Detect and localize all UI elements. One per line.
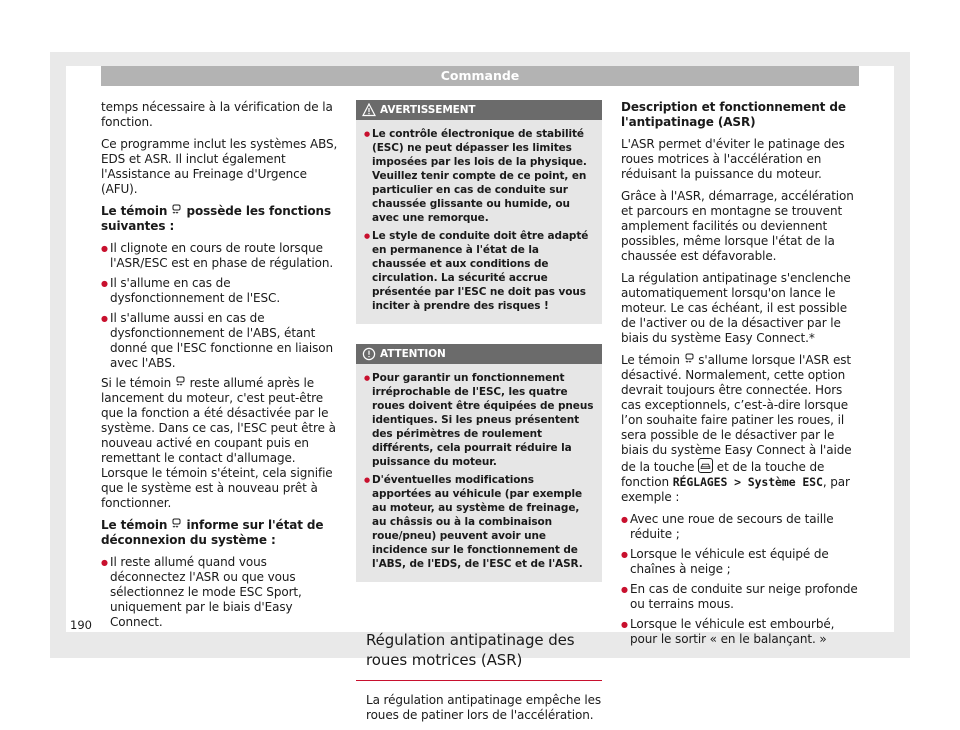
paragraph-post: reste allumé après le lancement du moteur, c'est peut-être que la fonction a été désactivée par le système. Dans ce cas, l'ESC peut être à nouveau activé en coupant puis en remettant le contact d'allumage. Lorsque le témoin s'éteint, cela signifie que le système est à nouveau prêt à fonctionner. bbox=[101, 376, 336, 510]
column-left bbox=[101, 100, 339, 635]
lead-text-pre: Le témoin bbox=[101, 204, 168, 218]
warning-box-body bbox=[356, 120, 602, 324]
bullet-item: ● Il s'allume en cas de dysfonctionnement de l'ESC. bbox=[101, 276, 339, 306]
page-header: Commande bbox=[101, 66, 859, 86]
lead-text-pre: Le témoin bbox=[101, 518, 168, 532]
lead-text bbox=[101, 204, 339, 234]
esc-warning-lamp-icon bbox=[175, 376, 186, 388]
lead-text-post: possède les fonctions suivantes : bbox=[101, 204, 332, 233]
esc-warning-lamp-icon bbox=[171, 204, 182, 216]
paragraph: Ce programme inclut les systèmes ABS, EDS et ASR. Il inclut également l'Assistance au Freinage d'Urgence (AFU). bbox=[101, 137, 338, 196]
page-number: 190 bbox=[70, 618, 92, 632]
bullet-item: ● Le contrôle électronique de stabilité (ESC) ne peut dépasser les limites imposées par les lois de la physique. Veuillez tenir compte de ce point, en particulier en cas de conduite sur chaussée glissante ou humide, ou avec une remorque. bbox=[364, 127, 594, 225]
warning-box-header bbox=[356, 100, 602, 120]
bullet-item: ● Il clignote en cours de route lorsque l'ASR/ESC est en phase de régulation. bbox=[101, 241, 339, 271]
menu-path: RÉGLAGES > Système ESC bbox=[672, 475, 823, 489]
paragraph: temps nécessaire à la vérification de la fonction. bbox=[101, 100, 333, 129]
section-intro: La régulation antipatinage empêche les roues de patiner lors de l'accélération. bbox=[366, 693, 602, 722]
warning-triangle-icon bbox=[362, 103, 376, 117]
section-title: Régulation antipatinage des roues motrices (ASR) bbox=[356, 602, 602, 681]
column-middle bbox=[356, 100, 602, 730]
attention-box bbox=[356, 344, 602, 582]
subheading: Description et fonctionnement de l'antipatinage (ASR) bbox=[621, 100, 846, 129]
esc-off-lamp-icon bbox=[171, 518, 182, 530]
warning-box bbox=[356, 100, 602, 324]
bullet-item: ● En cas de conduite sur neige profonde ou terrains mous. bbox=[621, 582, 859, 612]
bullet-item: ● Il s'allume aussi en cas de dysfonctionnement de l'ABS, étant donné que l'ESC fonctionne en liaison avec l'ABS. bbox=[101, 311, 339, 371]
bullet-item: ● Lorsque le véhicule est équipé de chaînes à neige ; bbox=[621, 547, 859, 577]
bullet-item: ● Lorsque le véhicule est embourbé, pour le sortir « en le balançant. » bbox=[621, 617, 859, 647]
bullet-item: ● Avec une roue de secours de taille réduite ; bbox=[621, 512, 859, 542]
attention-circle-icon bbox=[362, 347, 376, 361]
paragraph: L'ASR permet d'éviter le patinage des roues motrices à l'accélération en réduisant la puissance du moteur. bbox=[621, 137, 845, 181]
bullet-list bbox=[101, 241, 339, 371]
lead-text-post: informe sur l'état de déconnexion du système : bbox=[101, 518, 324, 547]
paragraph bbox=[621, 353, 859, 505]
attention-box-body bbox=[356, 364, 602, 582]
bullet-list bbox=[101, 555, 339, 630]
warning-box-title: AVERTISSEMENT bbox=[380, 104, 476, 116]
paragraph bbox=[101, 376, 339, 511]
paragraph: Grâce à l'ASR, démarrage, accélération et parcours en montagne se trouvent amplement facilités ou deviennent possibles, même lorsque l'état de la chaussée est défavorable. bbox=[621, 189, 854, 263]
bullet-item: ● Il reste allumé quand vous déconnectez l'ASR ou que vous sélectionnez le mode ESC Sport, uniquement par le biais d'Easy Connect. bbox=[101, 555, 339, 630]
bullet-item: ● Le style de conduite doit être adapté en permanence à l'état de la chaussée et aux conditions de circulation. La sécurité accrue présentée par l'ESC ne doit pas vous inciter à prendre des risques ! bbox=[364, 229, 594, 313]
lead-text bbox=[101, 518, 339, 548]
paragraph-pre: Le témoin bbox=[621, 353, 680, 367]
bullet-list bbox=[621, 512, 859, 647]
esc-off-lamp-icon bbox=[684, 353, 695, 365]
attention-box-header bbox=[356, 344, 602, 364]
paragraph: La régulation antipatinage s'enclenche automatiquement lorsqu'on lance le moteur. Le cas échéant, il est possible de l'activer ou de la désactiver par le biais du système Easy Connect.* bbox=[621, 271, 851, 345]
paragraph-pre: Si le témoin bbox=[101, 376, 172, 390]
paragraph-mid: s'allume lorsque l'ASR est désactivé. Normalement, cette option devrait toujours être connectée. Hors cas exceptionnels, c’est-à-dire lorsque l’on souhaite faire patiner les roues, il sera possible de le désactiver par le biais du système Easy Connect à l'aide de la touche bbox=[621, 353, 852, 474]
paragraph-mid2: et de la touche de fonction bbox=[621, 460, 825, 489]
attention-box-title: ATTENTION bbox=[380, 348, 446, 360]
bullet-item: ● Pour garantir un fonctionnement irréprochable de l'ESC, les quatre roues doivent être équipées de pneus identiques. Si les pneus présentent des périmètres de roulement différents, cela pourrait réduire la puissance du moteur. bbox=[364, 371, 594, 469]
column-right bbox=[621, 100, 859, 652]
car-menu-key-icon bbox=[698, 458, 713, 473]
bullet-item: ● D'éventuelles modifications apportées au véhicule (par exemple au moteur, au système de freinage, au châssis ou à la combinaison roue/pneu) peuvent avoir une incidence sur le fonctionnement de l'ABS, de l'EDS, de l'ESC et de l'ASR. bbox=[364, 473, 594, 571]
paragraph-post: , par exemple : bbox=[621, 475, 850, 504]
